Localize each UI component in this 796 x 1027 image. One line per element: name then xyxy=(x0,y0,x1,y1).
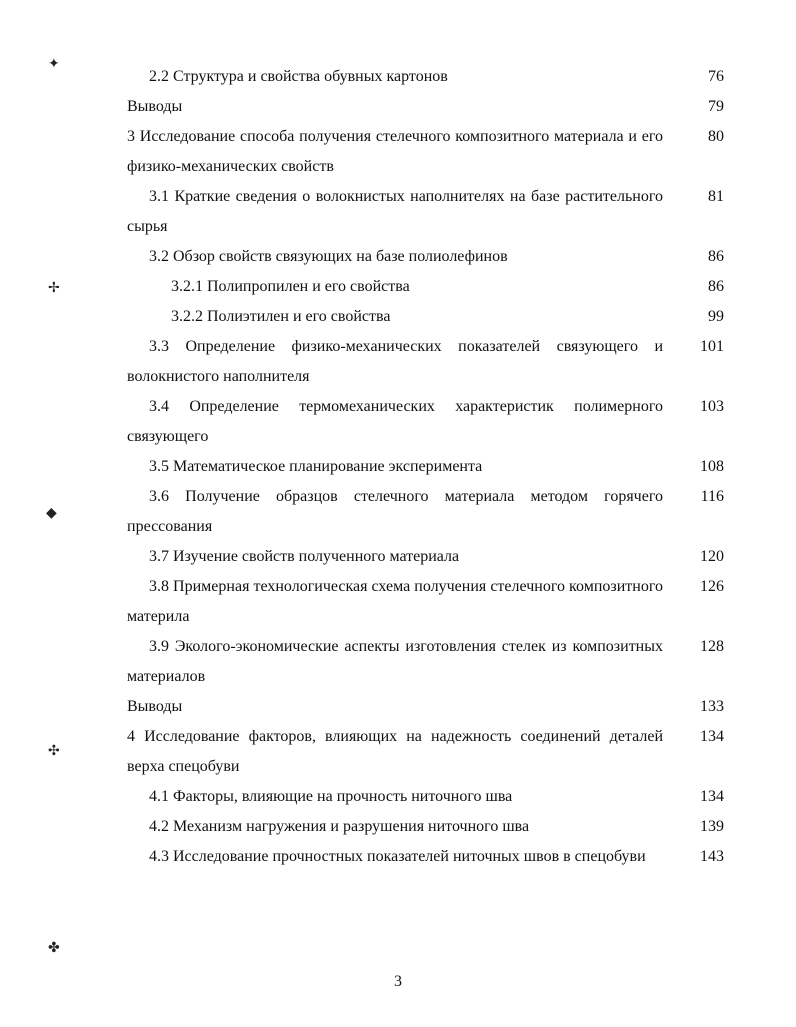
toc-entry-page: 80 xyxy=(708,128,724,145)
toc-entry-title: 3.2 Обзор свойств связующих на базе полиолефинов xyxy=(149,248,508,265)
binding-hole-mark: ◆ xyxy=(46,506,57,521)
toc-entry xyxy=(127,842,724,872)
toc-entry-page: 116 xyxy=(700,488,724,505)
toc-entry-title: 3.8 Примерная технологическая схема получения стелечного композитного материла xyxy=(127,578,663,625)
toc-entry-page: 79 xyxy=(708,98,724,115)
toc-entry xyxy=(127,542,724,572)
toc-entry-page: 86 xyxy=(708,248,724,265)
toc-entry xyxy=(127,722,724,782)
toc-entry xyxy=(127,692,724,722)
toc-entry-page: 134 xyxy=(700,728,724,745)
toc-entry-title: 3.4 Определение термомеханических характеристик полимерного связующего xyxy=(127,398,663,445)
toc-entry-title: Выводы xyxy=(127,98,183,115)
toc-entry-title: 3.2.1 Полипропилен и его свойства xyxy=(171,278,410,295)
toc-entry xyxy=(127,452,724,482)
toc-entry-page: 99 xyxy=(708,308,724,325)
binding-hole-mark: ✦ xyxy=(48,57,60,72)
binding-hole-mark: ✣ xyxy=(48,744,60,759)
toc-entry xyxy=(127,782,724,812)
toc-entry-page: 126 xyxy=(700,578,724,595)
toc-entry-title: 3.1 Краткие сведения о волокнистых наполнителях на базе растительного сырья xyxy=(127,188,663,235)
toc-entry-page: 143 xyxy=(700,848,724,865)
toc-entry-page: 86 xyxy=(708,278,724,295)
toc-entry xyxy=(127,182,724,242)
toc-entry xyxy=(127,332,724,392)
toc-entry-title: 3.2.2 Полиэтилен и его свойства xyxy=(171,308,391,325)
toc-entry-page: 133 xyxy=(700,698,724,715)
table-of-contents xyxy=(127,62,724,872)
toc-entry-page: 120 xyxy=(700,548,724,565)
toc-entry xyxy=(127,302,724,332)
page-number: 3 xyxy=(394,973,402,990)
toc-entry-title: 4.3 Исследование прочностных показателей ниточных швов в спецобуви xyxy=(149,848,646,865)
toc-entry-title: 3.6 Получение образцов стелечного материала методом горячего прессования xyxy=(127,488,663,535)
toc-entry-page: 103 xyxy=(700,398,724,415)
binding-hole-mark: ✤ xyxy=(48,941,60,956)
toc-entry-page: 134 xyxy=(700,788,724,805)
toc-entry xyxy=(127,122,724,182)
toc-entry xyxy=(127,572,724,632)
toc-entry xyxy=(127,632,724,692)
binding-hole-mark: ✢ xyxy=(48,281,60,296)
toc-entry xyxy=(127,482,724,542)
toc-entry-title: 3.9 Эколого-экономические аспекты изготовления стелек из композитных материалов xyxy=(127,638,663,685)
toc-entry-page: 108 xyxy=(700,458,724,475)
toc-entry-title: 3 Исследование способа получения стелечного композитного материала и его физико-механических свойств xyxy=(127,128,663,175)
toc-entry-title: 4.2 Механизм нагружения и разрушения ниточного шва xyxy=(149,818,530,835)
toc-entry xyxy=(127,392,724,452)
toc-entry xyxy=(127,272,724,302)
toc-entry xyxy=(127,92,724,122)
toc-entry-page: 81 xyxy=(708,188,724,205)
toc-entry-page: 76 xyxy=(708,68,724,85)
toc-entry-page: 128 xyxy=(700,638,724,655)
toc-entry-title: 3.3 Определение физико-механических показателей связующего и волокнистого наполнителя xyxy=(127,338,663,385)
toc-entry-title: Выводы xyxy=(127,698,183,715)
toc-entry-page: 101 xyxy=(700,338,724,355)
toc-entry-title: 4.1 Факторы, влияющие на прочность ниточного шва xyxy=(149,788,513,805)
toc-entry-title: 2.2 Структура и свойства обувных картонов xyxy=(149,68,448,85)
toc-entry-title: 3.7 Изучение свойств полученного материала xyxy=(149,548,460,565)
toc-entry-page: 139 xyxy=(700,818,724,835)
toc-entry-title: 3.5 Математическое планирование эксперимента xyxy=(149,458,483,475)
toc-entry xyxy=(127,62,724,92)
toc-entry-title: 4 Исследование факторов, влияющих на надежность соединений деталей верха спецобуви xyxy=(127,728,663,775)
toc-entry xyxy=(127,242,724,272)
toc-entry xyxy=(127,812,724,842)
